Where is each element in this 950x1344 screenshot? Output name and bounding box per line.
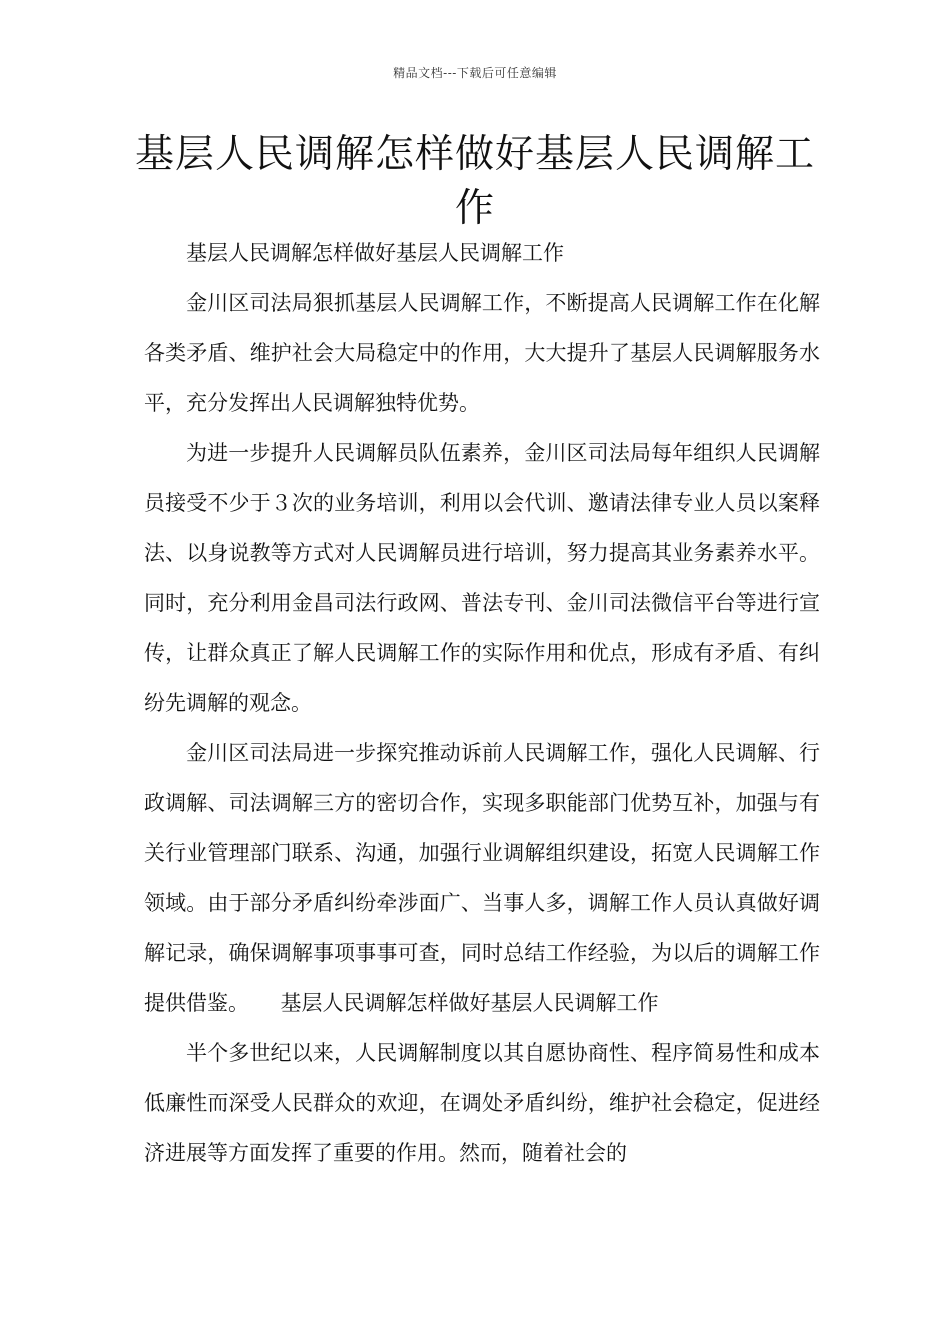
document-body [144, 228, 820, 1178]
paragraph: 金川区司法局进一步探究推动诉前人民调解工作，强化人民调解、行政调解、司法调解三方的密切合作，实现多职能部门优势互补，加强与有关行业管理部门联系、沟通，加强行业调解组织建设，拓宽人民调解工作领域。由于部分矛盾纠纷牵涉面广、当事人多，调解工作人员认真做好调解记录，确保调解事项事事可查，同时总结工作经验，为以后的调解工作提供借鉴。 基层人民调解怎样做好基层人民调解工作 [144, 741, 820, 1015]
paragraph: 为进一步提升人民调解员队伍素养，金川区司法局每年组织人民调解员接受不少于３次的业务培训，利用以会代训、邀请法律专业人员以案释法、以身说教等方式对人民调解员进行培训，努力提高其业务素养水平。同时，充分利用金昌司法行政网、普法专刊、金川司法微信平台等进行宣传，让群众真正了解人民调解工作的实际作用和优点，形成有矛盾、有纠纷先调解的观念。 [144, 441, 820, 715]
paragraph-subtitle: 基层人民调解怎样做好基层人民调解工作 [186, 241, 564, 265]
paragraph: 半个多世纪以来，人民调解制度以其自愿协商性、程序简易性和成本低廉性而深受人民群众的欢迎，在调处矛盾纠纷，维护社会稳定，促进经济进展等方面发挥了重要的作用。然而，随着社会的 [144, 1041, 820, 1165]
paragraph: 金川区司法局狠抓基层人民调解工作，不断提高人民调解工作在化解各类矛盾、维护社会大局稳定中的作用，大大提升了基层人民调解服务水平，充分发挥出人民调解独特优势。 [144, 291, 820, 415]
document-title: 基层人民调解怎样做好基层人民调解工作 [134, 132, 815, 231]
header-note: 精品文档---下载后可任意编辑 [393, 66, 557, 80]
